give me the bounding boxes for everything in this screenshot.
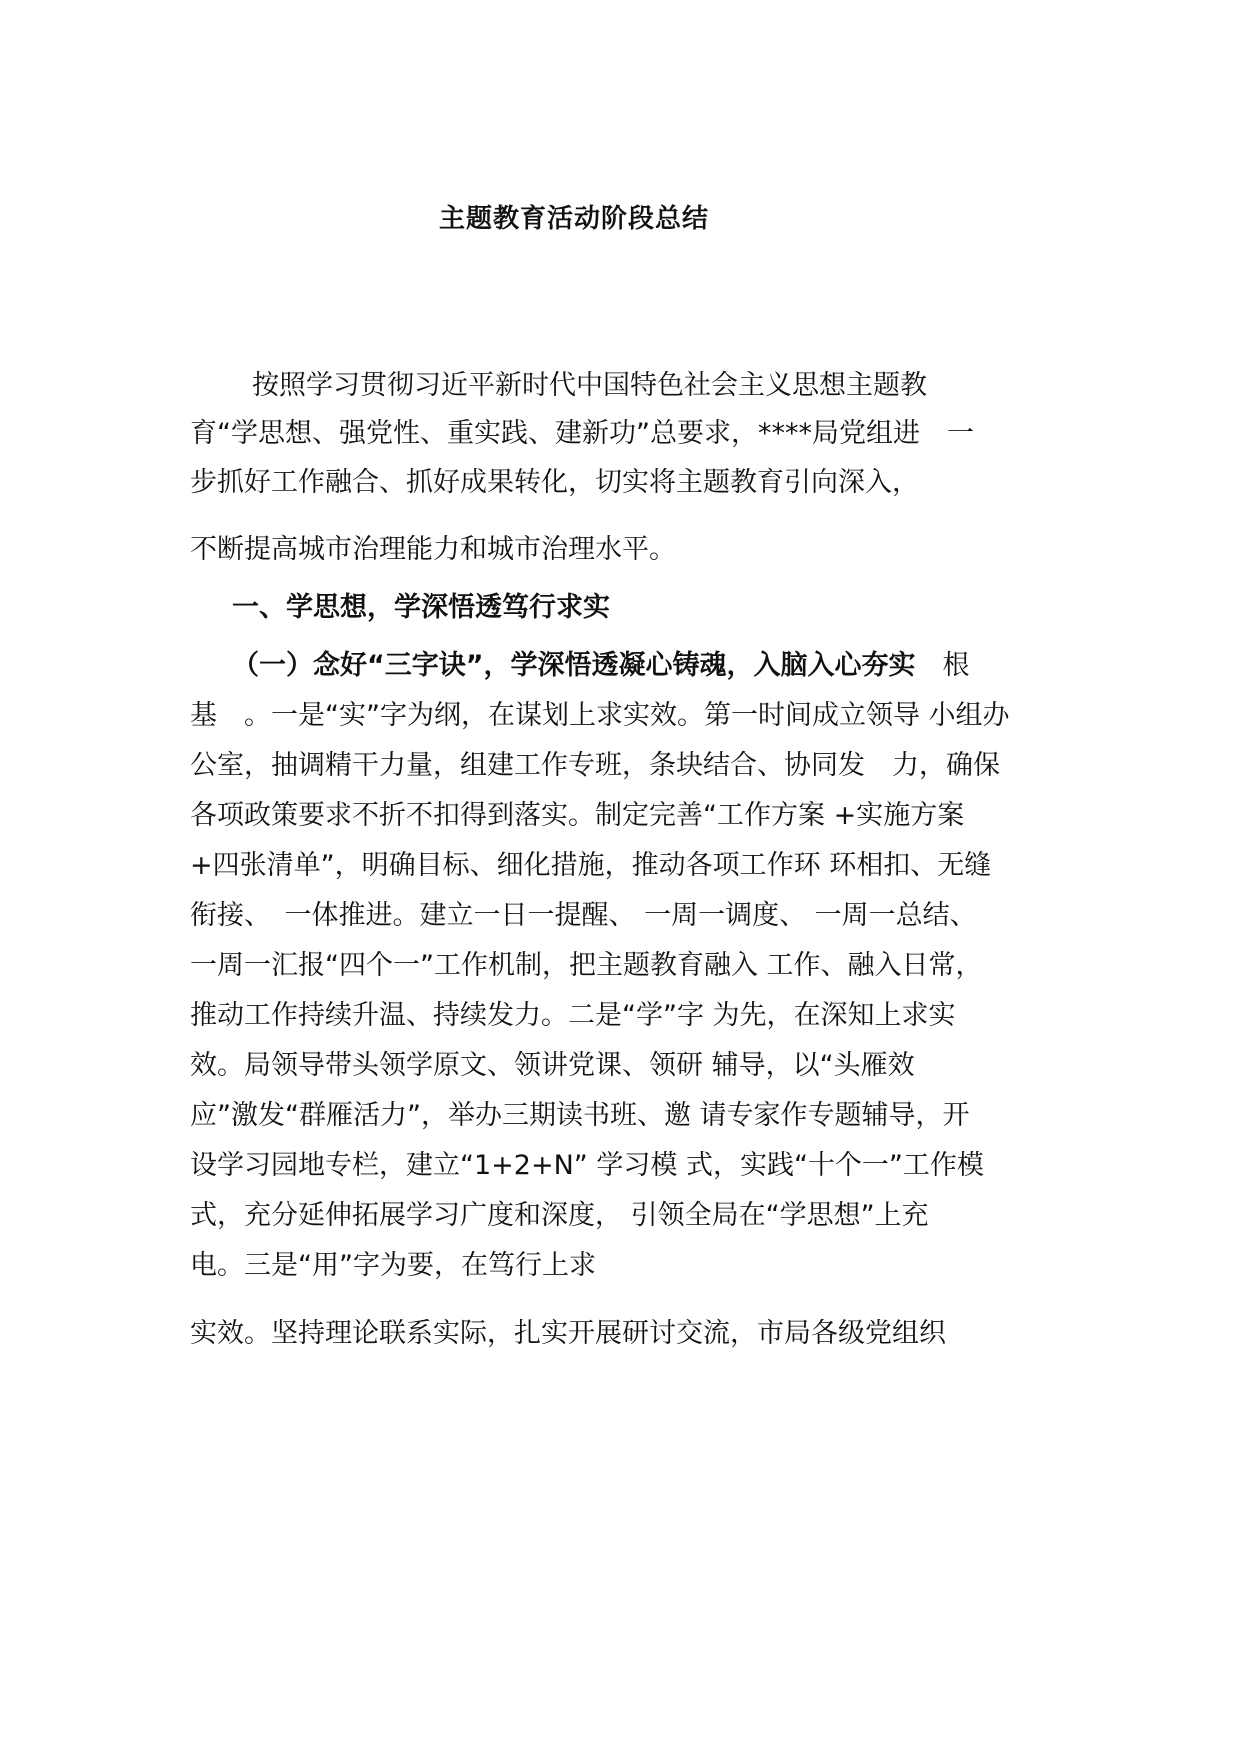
body-line: 效。局领导带头领学原文、领讲党课、领研 辅导，以“头雁效 (190, 1050, 915, 1081)
subsection-heading-tail: 根 (915, 650, 970, 681)
body-line: +四张清单”，明确目标、细化措施，推动各项工作环 环相扣、无缝 (190, 850, 992, 881)
body-line: 基 。一是“实”字为纲，在谋划上求实效。第一时间成立领导 小组办 (190, 700, 1010, 731)
body-line: 设学习园地专栏，建立“1+2+N” 学习模 式，实践“十个一”工作模 (190, 1150, 984, 1181)
body-line: 各项政策要求不折不扣得到落实。制定完善“工作方案 +实施方案 (190, 800, 965, 831)
intro-line-4: 不断提高城市治理能力和城市治理水平。 (190, 534, 676, 565)
body-line: 公室，抽调精干力量，组建工作专班，条块结合、协同发 力，确保 (190, 750, 1000, 781)
body-line: 实效。坚持理论联系实际，扎实开展研讨交流，市局各级党组织 (190, 1318, 946, 1349)
body-line: 衔接、 一体推进。建立一日一提醒、 一周一调度、 一周一总结、 (190, 900, 977, 931)
subsection-heading-line (232, 646, 970, 686)
body-line: 电。三是“用”字为要，在笃行上求 (190, 1250, 596, 1281)
body-line: 应”激发“群雁活力”，举办三期读书班、邀 请专家作专题辅导，开 (190, 1100, 970, 1131)
subsection-heading: （一）念好“三字诀”，学深悟透凝心铸魂，入脑入心夯实 (232, 650, 916, 681)
intro-line-1: 按照学习贯彻习近平新时代中国特色社会主义思想主题教 (252, 370, 927, 401)
document-title: 主题教育活动阶段总结 (438, 204, 709, 234)
body-line: 推动工作持续升温、持续发力。二是“学”字 为先，在深知上求实 (190, 1000, 956, 1031)
intro-line-2: 育“学思想、强党性、重实践、建新功”总要求，****局党组进 一 (190, 418, 974, 449)
body-line: 式，充分延伸拓展学习广度和深度， 引领全局在“学思想”上充 (190, 1200, 929, 1231)
section-heading-1: 一、学思想，学深悟透笃行求实 (232, 592, 610, 623)
body-line: 一周一汇报“四个一”工作机制，把主题教育融入 工作、融入日常， (190, 950, 983, 981)
intro-line-3: 步抓好工作融合、抓好成果转化，切实将主题教育引向深入， (190, 467, 919, 498)
